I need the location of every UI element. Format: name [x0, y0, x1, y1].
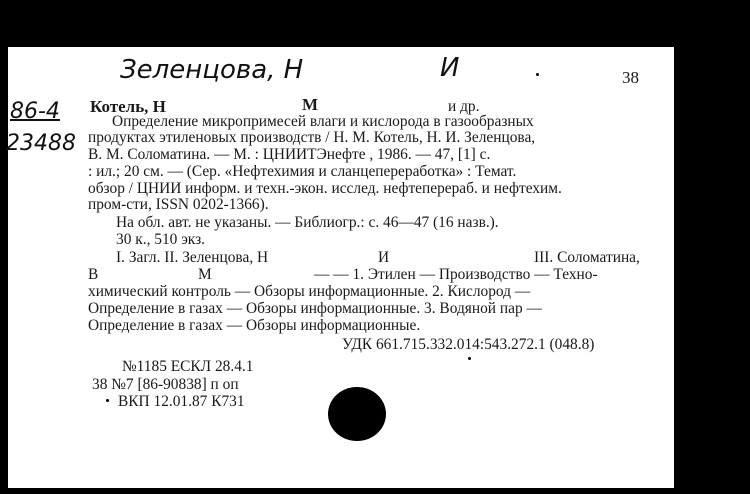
entry-line: обзор / ЦНИИ информ. и техн.-экон. исслед. нефтеперераб. и нефтехим. — [88, 180, 562, 197]
entry-line: : ил.; 20 см. — (Сер. «Нефтехимия и сланцепереработка» : Темат. — [88, 163, 517, 180]
entry-line: В. М. Соломатина. — М. : ЦНИИТЭнефте , 1986. — 47, [1] с. — [88, 146, 491, 163]
footer-line: 38 №7 [86-90838] п оп — [92, 376, 239, 393]
subject-line: I. Загл. II. Зеленцова, Н — [116, 249, 269, 266]
subject-line: В — [88, 266, 99, 283]
subject-line: Определение в газах — Обзоры информационные. — [88, 317, 421, 334]
entry-line: На обл. авт. не указаны. — Библиогр.: с. 46—47 (16 назв.). — [116, 214, 499, 231]
entry-line: 30 к., 510 экз. — [116, 231, 205, 248]
ink-blot — [328, 387, 386, 441]
entry-heading-initial: М — [302, 95, 319, 114]
footer-line: №1185 ЕСКЛ 28.4.1 — [122, 358, 254, 375]
speck — [468, 357, 471, 360]
footer-line: ВКП 12.01.87 К731 — [118, 393, 245, 410]
subject-line: Определение в газах — Обзоры информационные. 3. Водяной пар — — [88, 300, 542, 317]
subject-line: III. Соломатина, — [534, 249, 640, 266]
entry-heading-suffix: и др. — [448, 98, 480, 115]
handwritten-initial: И — [440, 53, 460, 83]
handwritten-shelf-top: 86-4 — [10, 99, 60, 124]
handwritten-author: Зеленцова, Н — [120, 55, 304, 85]
entry-line: Определение микропримесей влаги и кислорода в газообразных — [112, 113, 534, 130]
page-number: 38 — [622, 68, 639, 87]
subject-line: химический контроль — Обзоры информационные. 2. Кислород — — [88, 283, 531, 300]
entry-heading: Котель, Н — [90, 97, 166, 116]
handwritten-shelf-bottom: 23488 — [6, 131, 76, 156]
catalog-card — [8, 47, 674, 488]
speck — [106, 399, 109, 402]
udk-classification: УДК 661.715.332.014:543.272.1 (048.8) — [342, 336, 595, 353]
entry-line: продуктах этиленовых производств / Н. М. Котель, Н. И. Зеленцова, — [88, 129, 536, 146]
subject-line: М — [198, 266, 212, 283]
subject-line: И — [378, 249, 390, 266]
subject-line: — — 1. Этилен — Производство — Техно- — [314, 266, 598, 283]
speck — [536, 73, 539, 76]
entry-line: пром-сти, ISSN 0202-1366). — [88, 196, 269, 213]
